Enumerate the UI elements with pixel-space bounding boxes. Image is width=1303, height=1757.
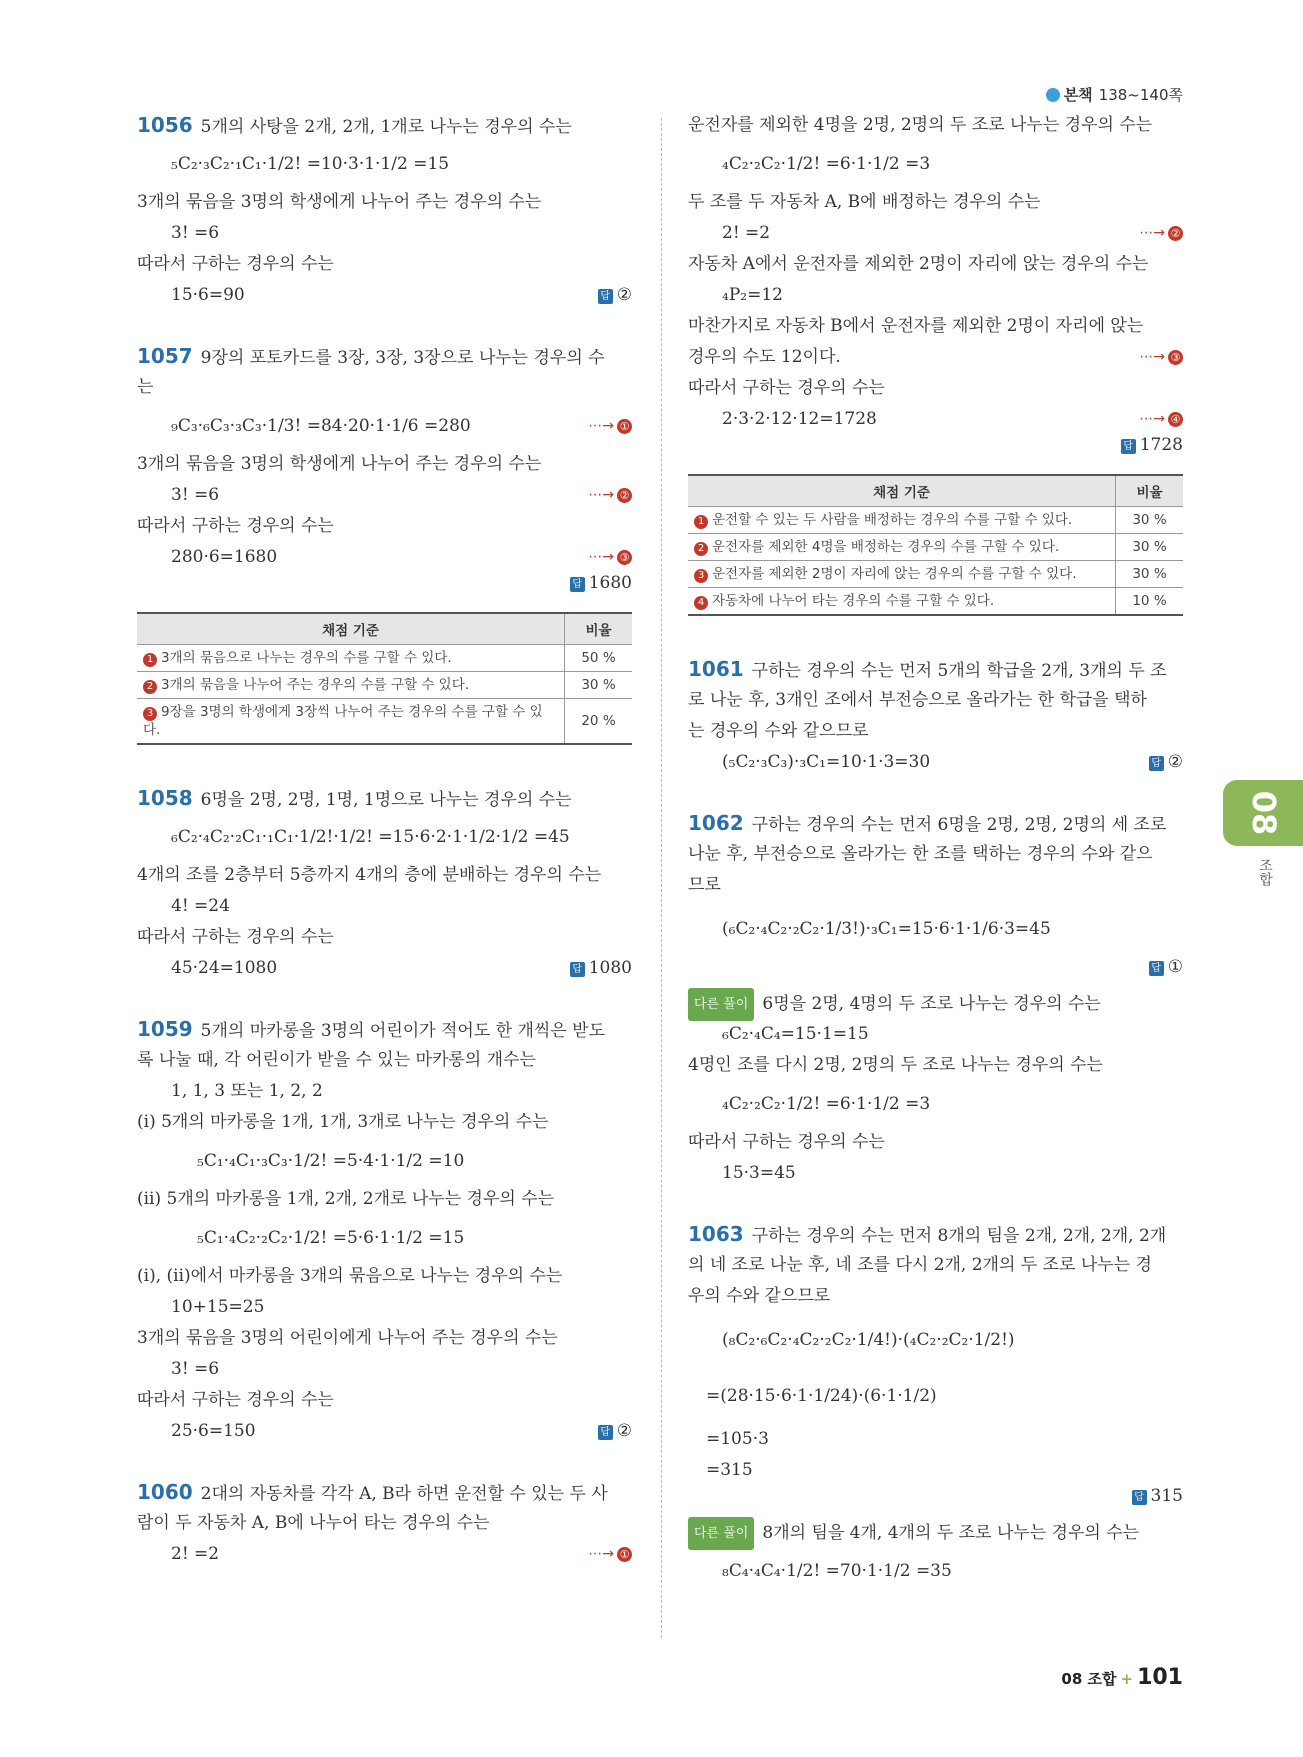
solution-text: 2대의 자동차를 각각 A, B라 하면 운전할 수 있는 두 사: [200, 1484, 608, 1504]
page-footer: [1061, 1665, 1183, 1690]
step-number: ④: [1168, 412, 1183, 427]
math-expression: 3! =6: [171, 485, 220, 505]
answer-icon: 답: [598, 289, 613, 304]
problem-1057: [137, 341, 632, 745]
criterion-ratio: 20 %: [565, 699, 633, 745]
table-row: [137, 699, 632, 745]
answer-line: [688, 1486, 1183, 1517]
step-number: ①: [617, 1547, 632, 1562]
answer: [1121, 435, 1183, 455]
answer-line: [688, 435, 1183, 466]
table-header: 채점 기준: [137, 613, 565, 645]
answer-icon: 답: [570, 577, 585, 592]
math-expression: 3! =6: [171, 223, 220, 243]
step-number: ②: [1168, 226, 1183, 241]
solution-text: 따라서 구하는 경우의 수는: [137, 927, 334, 947]
solution-text: 나눈 후, 부전승으로 올라가는 한 조를 택하는 경우의 수와 같으: [688, 844, 1153, 864]
table-header: 비율: [1116, 475, 1184, 507]
left-column: [137, 110, 632, 1570]
answer-value: ②: [616, 285, 632, 305]
table-row: [688, 507, 1183, 534]
answer-icon: 답: [598, 1425, 613, 1440]
math-expression: ₅C₂·₃C₂·₁C₁·1/2! =10·3·1·1/2 =15: [171, 154, 450, 174]
answer-line: [137, 573, 632, 604]
criterion-ratio: 30 %: [1116, 561, 1184, 588]
problem-1056: [137, 110, 632, 311]
step-number: ③: [1168, 350, 1183, 365]
math-expression: 45·24=1080: [171, 958, 278, 978]
answer: [598, 1416, 632, 1447]
criterion-ratio: 10 %: [1116, 588, 1184, 616]
solution-text: 8개의 팀을 4개, 4개의 두 조로 나누는 경우의 수는: [762, 1523, 1140, 1543]
solution-text: 따라서 구하는 경우의 수는: [688, 378, 885, 398]
step-marker: ⋯→ ②: [1139, 218, 1183, 249]
problem-1059: [137, 1014, 632, 1447]
math-expression: 4! =24: [171, 896, 230, 916]
answer-line: [688, 957, 1183, 988]
step-number: 2: [694, 542, 708, 556]
problem-number: 1063: [688, 1222, 744, 1246]
math-expression: =(28·15·6·1·1/24)·(6·1·1/2): [706, 1386, 937, 1406]
math-expression-line: [688, 404, 1183, 435]
criterion-text: 운전자를 제외한 4명을 배정하는 경우의 수를 구할 수 있다.: [712, 539, 1060, 555]
problem-number: 1062: [688, 811, 744, 835]
math-expression: (₆C₂·₄C₂·₂C₂·1/3!)·₃C₁=15·6·1·1/6·3=45: [722, 919, 1051, 939]
math-expression: 2! =2: [722, 223, 771, 243]
criterion-ratio: 50 %: [565, 645, 633, 672]
math-expression-line: [137, 480, 632, 511]
solution-text: 5개의 사탕을 2개, 2개, 1개로 나누는 경우의 수는: [200, 117, 572, 137]
math-expression: 15·3=45: [722, 1163, 796, 1183]
step-number: 2: [143, 680, 157, 694]
problem-1060: [137, 1477, 632, 1570]
answer-icon: 답: [1149, 961, 1164, 976]
solution-text: 는 경우의 수와 같으므로: [688, 721, 869, 741]
criterion-text: 3개의 묶음으로 나누는 경우의 수를 구할 수 있다.: [161, 650, 452, 666]
answer-value: ②: [616, 1421, 632, 1441]
solution-text: 는: [137, 377, 154, 397]
step-marker: ⋯→ ④: [1139, 404, 1183, 435]
answer: [1149, 957, 1183, 977]
step-number: 4: [694, 596, 708, 610]
math-expression: 2·3·2·12·12=1728: [722, 409, 877, 429]
solution-text: 구하는 경우의 수는 먼저 5개의 학급을 2개, 3개의 두 조: [751, 661, 1167, 681]
solution-text: 따라서 구하는 경우의 수는: [137, 516, 334, 536]
table-header: 채점 기준: [688, 475, 1116, 507]
scoring-table: [137, 612, 632, 745]
plus-icon: +: [1120, 1670, 1134, 1688]
solution-text: 구하는 경우의 수는 먼저 6명을 2명, 2명, 2명의 세 조로: [751, 815, 1167, 835]
step-marker: ⋯→ ③: [1139, 342, 1183, 373]
criterion-ratio: 30 %: [565, 672, 633, 699]
step-number: 3: [143, 707, 157, 721]
criterion-ratio: 30 %: [1116, 534, 1184, 561]
math-expression: 10+15=25: [171, 1297, 265, 1317]
problem-number: 1056: [137, 113, 193, 137]
step-number: ②: [617, 488, 632, 503]
solution-text: 두 조를 두 자동차 A, B에 배정하는 경우의 수는: [688, 192, 1041, 212]
math-expression: ₈C₄·₄C₄·1/2! =70·1·1/2 =35: [722, 1561, 952, 1581]
step-number: 1: [143, 653, 157, 667]
reference-icon: [1046, 88, 1060, 102]
problem-1061: [688, 654, 1183, 778]
page-number: 101: [1137, 1665, 1183, 1690]
solution-text: 3개의 묶음을 3명의 학생에게 나누어 주는 경우의 수는: [137, 192, 542, 212]
reference-range: 138~140쪽: [1098, 86, 1183, 104]
math-expression-line: [137, 403, 632, 449]
math-expression: 15·6=90: [171, 285, 245, 305]
solution-line: [688, 342, 1183, 373]
problem-1058: [137, 783, 632, 984]
answer-icon: 답: [1121, 439, 1136, 454]
solution-text: 4개의 조를 2층부터 5층까지 4개의 층에 분배하는 경우의 수는: [137, 865, 602, 885]
scoring-table: [688, 474, 1183, 616]
math-expression: 3! =6: [171, 1359, 220, 1379]
answer-icon: 답: [1149, 756, 1164, 771]
alternative-solution-badge: 다른 풀이: [688, 1517, 754, 1550]
math-expression-line: [137, 1416, 632, 1447]
math-expression-line: [688, 747, 1183, 778]
reference-pages: [1046, 84, 1183, 105]
math-expression-line: [688, 218, 1183, 249]
step-marker: ⋯→ ③: [588, 542, 632, 573]
step-number: ③: [617, 550, 632, 565]
answer: [1132, 1486, 1183, 1506]
solution-text: 경우의 수도 12이다.: [688, 347, 841, 367]
math-expression: ₆C₂·₄C₄=15·1=15: [722, 1024, 869, 1044]
criterion-text: 운전자를 제외한 2명이 자리에 앉는 경우의 수를 구할 수 있다.: [712, 566, 1077, 582]
step-number: ①: [617, 419, 632, 434]
alternative-solution-badge: 다른 풀이: [688, 988, 754, 1021]
table-header: 비율: [565, 613, 633, 645]
step-marker: ⋯→ ②: [588, 480, 632, 511]
solution-text: 3개의 묶음을 3명의 어린이에게 나누어 주는 경우의 수는: [137, 1328, 558, 1348]
math-expression: ₅C₁·₄C₂·₂C₂·1/2! =5·6·1·1/2 =15: [197, 1228, 465, 1248]
math-expression-line: [137, 280, 632, 311]
solution-text: 5개의 마카롱을 3명의 어린이가 적어도 한 개씩은 받도: [200, 1021, 605, 1041]
answer-value: 1080: [588, 958, 632, 978]
answer: [1149, 747, 1183, 778]
solution-text: 4명인 조를 다시 2명, 2명의 두 조로 나누는 경우의 수는: [688, 1055, 1103, 1075]
table-row: [688, 561, 1183, 588]
math-expression: =105·3: [706, 1429, 769, 1449]
math-expression: ₉C₃·₆C₃·₃C₃·1/3! =84·20·1·1/6 =280: [171, 416, 471, 436]
criterion-text: 운전할 수 있는 두 사람을 배정하는 경우의 수를 구할 수 있다.: [712, 512, 1073, 528]
math-expression: ₄C₂·₂C₂·1/2! =6·1·1/2 =3: [722, 1094, 931, 1114]
answer: [598, 280, 632, 311]
table-row: [137, 645, 632, 672]
step-number: 1: [694, 515, 708, 529]
solution-text: 따라서 구하는 경우의 수는: [137, 1390, 334, 1410]
answer-value: ②: [1167, 752, 1183, 772]
math-expression: ₅C₁·₄C₁·₃C₃·1/2! =5·4·1·1/2 =10: [197, 1151, 465, 1171]
answer: [570, 953, 632, 984]
solution-text: (ⅱ) 5개의 마카롱을 1개, 2개, 2개로 나누는 경우의 수는: [137, 1189, 555, 1209]
math-expression-line: [137, 542, 632, 573]
problem-1062: [688, 808, 1183, 1189]
math-expression: ₆C₂·₄C₂·₂C₁·₁C₁·1/2!·1/2! =15·6·2·1·1/2·1/2 =45: [171, 827, 570, 847]
solution-text: 3개의 묶음을 3명의 학생에게 나누어 주는 경우의 수는: [137, 454, 542, 474]
math-expression: 25·6=150: [171, 1421, 256, 1441]
problem-1060-continued: [688, 110, 1183, 616]
math-expression: (₅C₂·₃C₃)·₃C₁=10·1·3=30: [722, 752, 931, 772]
answer-icon: 답: [1132, 1490, 1147, 1505]
solution-text: 자동차 A에서 운전자를 제외한 2명이 자리에 앉는 경우의 수는: [688, 254, 1149, 274]
criterion-text: 9장을 3명의 학생에게 3장씩 나누어 주는 경우의 수를 구할 수 있다.: [143, 704, 543, 738]
solution-text: 구하는 경우의 수는 먼저 8개의 팀을 2개, 2개, 2개, 2개: [751, 1226, 1167, 1246]
criterion-text: 자동차에 나누어 타는 경우의 수를 구할 수 있다.: [712, 593, 995, 609]
solution-text: 1, 1, 3 또는 1, 2, 2: [171, 1081, 323, 1101]
answer-value: ①: [1167, 957, 1183, 977]
solution-text: 로 나눈 후, 3개인 조에서 부전승으로 올라가는 한 학급을 택하: [688, 690, 1147, 710]
table-row: [688, 588, 1183, 616]
problem-number: 1057: [137, 344, 193, 368]
solution-text: 람이 두 자동차 A, B에 나누어 타는 경우의 수는: [137, 1513, 490, 1533]
criterion-ratio: 30 %: [1116, 507, 1184, 534]
reference-book: 본책: [1063, 86, 1093, 104]
math-expression: =315: [706, 1460, 753, 1480]
answer-value: 315: [1150, 1486, 1183, 1506]
problem-number: 1058: [137, 786, 193, 810]
step-marker: ⋯→ ①: [588, 403, 632, 449]
footer-chapter: 08 조합: [1061, 1670, 1117, 1688]
solution-text: 의 네 조로 나눈 후, 네 조를 다시 2개, 2개의 두 조로 나누는 경: [688, 1255, 1152, 1275]
math-expression: ₄P₂=12: [722, 285, 783, 305]
step-marker: ⋯→ ①: [588, 1539, 632, 1570]
problem-number: 1060: [137, 1480, 193, 1504]
answer: [570, 573, 632, 593]
right-column: [688, 110, 1183, 1594]
answer-icon: 답: [570, 962, 585, 977]
solution-text: 록 나눌 때, 각 어린이가 받을 수 있는 마카롱의 개수는: [137, 1050, 536, 1070]
chapter-number: 08: [1245, 790, 1283, 836]
solution-text: 운전자를 제외한 4명을 2명, 2명의 두 조로 나누는 경우의 수는: [688, 115, 1153, 135]
answer-value: 1680: [588, 573, 632, 593]
math-expression: (₈C₂·₆C₂·₄C₂·₂C₂·1/4!)·(₄C₂·₂C₂·1/2!): [722, 1330, 1015, 1350]
solution-text: 따라서 구하는 경우의 수는: [137, 254, 334, 274]
math-expression-line: [137, 1539, 632, 1570]
table-row: [137, 672, 632, 699]
solution-text: 6명을 2명, 4명의 두 조로 나누는 경우의 수는: [762, 994, 1101, 1014]
column-divider: [661, 118, 662, 1638]
problem-1063: [688, 1219, 1183, 1594]
solution-text: (ⅰ) 5개의 마카롱을 1개, 1개, 3개로 나누는 경우의 수는: [137, 1112, 549, 1132]
solution-text: 9장의 포토카드를 3장, 3장, 3장으로 나누는 경우의 수: [200, 348, 605, 368]
math-expression: ₄C₂·₂C₂·1/2! =6·1·1/2 =3: [722, 154, 931, 174]
chapter-name: 조합: [1257, 858, 1273, 886]
answer-value: 1728: [1139, 435, 1183, 455]
math-expression-line: [137, 953, 632, 984]
math-expression: 2! =2: [171, 1544, 220, 1564]
solution-text: 따라서 구하는 경우의 수는: [688, 1132, 885, 1152]
step-number: 3: [694, 569, 708, 583]
table-row: [688, 534, 1183, 561]
solution-text: 6명을 2명, 2명, 1명, 1명으로 나누는 경우의 수는: [200, 790, 572, 810]
solution-text: 우의 수와 같으므로: [688, 1286, 831, 1306]
solution-text: (ⅰ), (ⅱ)에서 마카롱을 3개의 묶음으로 나누는 경우의 수는: [137, 1266, 563, 1286]
problem-number: 1061: [688, 657, 744, 681]
problem-number: 1059: [137, 1017, 193, 1041]
criterion-text: 3개의 묶음을 나누어 주는 경우의 수를 구할 수 있다.: [161, 677, 470, 693]
solution-text: 마찬가지로 자동차 B에서 운전자를 제외한 2명이 자리에 앉는: [688, 316, 1144, 336]
solution-text: 므로: [688, 875, 721, 895]
math-expression: 280·6=1680: [171, 547, 278, 567]
